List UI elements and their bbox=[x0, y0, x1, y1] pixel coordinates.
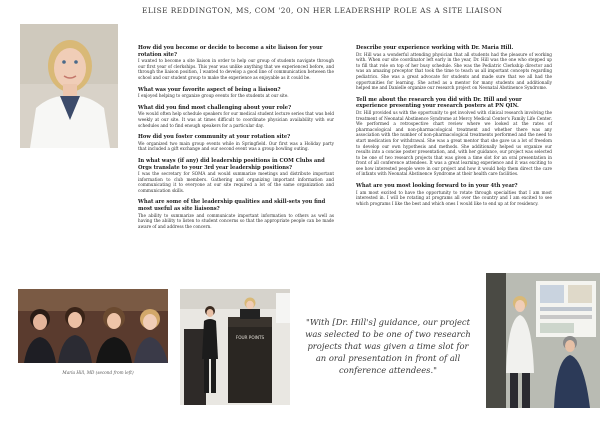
right-column bbox=[356, 45, 552, 212]
answer: The ability to summarize and communicate important information to others as well as having the ability to listen to student concerns so that the appropriate people can be made aware of and address the concern. bbox=[138, 212, 334, 229]
question: How did you foster community at your rotation site? bbox=[138, 134, 291, 141]
answer: We organized two main group events while in Springfield. Our first was a Holiday party that included a gift exchange and our second event was a group bowling outing. bbox=[138, 140, 334, 152]
poster-photo bbox=[486, 273, 600, 408]
answer: Dr. Hill provided us with the opportunity to get involved with clinical research involving the treatment of Neonatal Abstinence Syndrome at Mercy Medical Center's Family Life Center. We performed a retrospective chart review where we looked at the rates of pharmacological and non-pharmacological treatment and whether there was any association with the number of non-pharmacological treatments performed and the need to start medication for withdrawal. She was a great mentor that she gave us a lot of freedom to develop our own hypothesis and methods. She additionally helped us organize our results into a concise poster presentation, and, with her guidance, our project was selected to be one of two research projects that was given a time slot for an oral presentation in front of all conference attendees. It was a great learning experience and it was exciting to see how interested people were in our project and how it would help them direct the care of infants with Neonatal Abstinence Syndrome at their health care facilities. bbox=[356, 109, 552, 177]
left-column bbox=[138, 45, 334, 235]
qa-block bbox=[138, 134, 334, 152]
answer: We would often help schedule speakers for our medical student lecture series that was held weekly at our site. It was at times difficult to coordinate physician availability with our schedules and to find enough speakers for a particular day. bbox=[138, 111, 334, 128]
portrait-photo bbox=[20, 24, 118, 148]
answer: I am most excited to have the opportunity to rotate through specialties that I am most interested in. I will be rotating at programs all over the country and I am excited to see which programs I like the best and which ones I would like to end up at for residency. bbox=[356, 189, 552, 206]
qa-block bbox=[138, 199, 334, 229]
qa-block bbox=[138, 87, 334, 99]
group-photo bbox=[18, 289, 168, 363]
qa-block bbox=[356, 45, 552, 91]
podium-photo bbox=[180, 289, 290, 405]
article-title: ELISE REDDINGTON, MS, COM '20, ON HER LEADERSHIP ROLE AS A SITE LIAISON bbox=[142, 6, 503, 15]
question: What did you find most challenging about your role? bbox=[138, 104, 292, 111]
qa-block bbox=[138, 105, 334, 128]
question: How did you become or decide to become a site liaison for your rotation site? bbox=[138, 45, 323, 58]
qa-block bbox=[138, 158, 334, 194]
qa-block bbox=[356, 183, 552, 206]
qa-block bbox=[356, 97, 552, 177]
qa-block bbox=[138, 45, 334, 81]
photo-caption: Maria Hill, MD (second from left) bbox=[62, 370, 134, 375]
answer: I enjoyed helping to organize group events for the students at our site. bbox=[138, 93, 289, 99]
answer: I wanted to become a site liaison in order to help our group of students navigate through our first year of clerkships. This year was unlike anything that we experienced before, and through the liaison position, I wanted to develop a good line of communication between the school and our student group to make the experience as enjoyable as it could be. bbox=[138, 58, 334, 80]
question: What was your favorite aspect of being a liaison? bbox=[138, 86, 281, 93]
answer: Dr. Hill was a wonderful attending physician that all students had the pleasure of working with. When our site coordinator left early in the year, Dr. Hill was the one who stepped up to fill that role on top of her busy schedule. She was the Pediatric Clerkship director and was an amazing preceptor that took the time to teach us all important concepts regarding pediatrics. She was a great advocate for students and made sure that we all had the opportunities for learning. She acted as a mentor for many students and additionally helped me and Danielle organize our research project on Neonatal Abstinence Syndrome. bbox=[356, 51, 552, 91]
question: What are some of the leadership qualities and skill-sets you find most useful as site liaisons? bbox=[138, 199, 326, 213]
podium-sign: FOUR POINTS bbox=[235, 335, 265, 340]
answer: I was the secretary for SOMA and would summarize meetings and distribute important information to club members. Gathering and organizing important information and communicating it to everyone at our site required a lot of the same organization and communication skills. bbox=[138, 171, 334, 193]
question: Describe your experience working with Dr. Maria Hill. bbox=[356, 45, 514, 51]
question: What are you most looking forward to in your 4th year? bbox=[356, 183, 518, 190]
question: Tell me about the research you did with Dr. Hill and your experience presenting your research posters at PN QIN. bbox=[356, 96, 522, 110]
question: In what ways (if any) did leadership positions in COM Clubs and Orgs translate to your 3rd year leadership positions? bbox=[138, 157, 325, 171]
pull-quote: "With [Dr. Hill's] guidance, our project was selected to be one of two research projects that was given a time slot for an oral presentation in front of all conference attendees." bbox=[305, 317, 471, 375]
